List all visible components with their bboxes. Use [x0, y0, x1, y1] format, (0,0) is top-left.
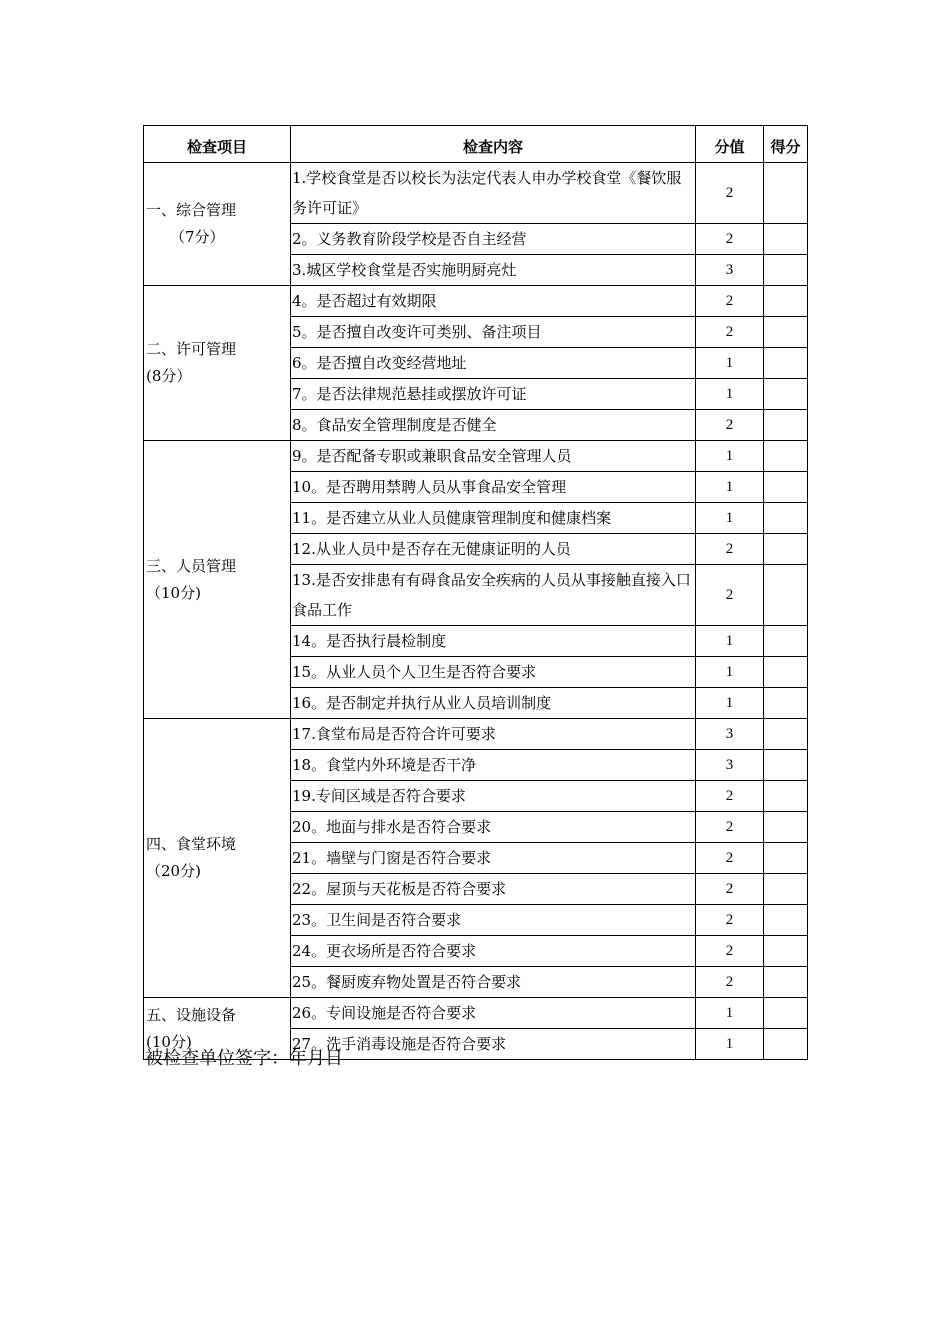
- category-points: (8分）: [146, 367, 192, 385]
- score-obtained-cell[interactable]: [764, 503, 808, 534]
- item-score: 2: [696, 936, 764, 967]
- item-content: 5。是否擅自改变许可类别、备注项目: [291, 317, 696, 348]
- item-score: 2: [696, 874, 764, 905]
- item-content: 1.学校食堂是否以校长为法定代表人申办学校食堂《餐饮服务许可证》: [291, 163, 696, 224]
- item-content: 6。是否擅自改变经营地址: [291, 348, 696, 379]
- item-content: 11。是否建立从业人员健康管理制度和健康档案: [291, 503, 696, 534]
- item-content: 23。卫生间是否符合要求: [291, 905, 696, 936]
- item-content: 7。是否法律规范悬挂或摆放许可证: [291, 379, 696, 410]
- score-obtained-cell[interactable]: [764, 224, 808, 255]
- table-row: [144, 998, 808, 1029]
- item-content: 24。更衣场所是否符合要求: [291, 936, 696, 967]
- item-content: 20。地面与排水是否符合要求: [291, 812, 696, 843]
- score-obtained-cell[interactable]: [764, 565, 808, 626]
- score-obtained-cell[interactable]: [764, 534, 808, 565]
- inspection-table-container: [143, 125, 808, 1060]
- item-score: 2: [696, 843, 764, 874]
- category-points: (10分): [146, 1032, 192, 1051]
- item-score: 3: [696, 750, 764, 781]
- table-header-row: [144, 126, 808, 163]
- item-content: 4。是否超过有效期限: [291, 286, 696, 317]
- item-content: 9。是否配备专职或兼职食品安全管理人员: [291, 441, 696, 472]
- item-score: 2: [696, 163, 764, 224]
- category-name: 四、食堂环境: [146, 835, 237, 853]
- score-obtained-cell[interactable]: [764, 441, 808, 472]
- score-obtained-cell[interactable]: [764, 781, 808, 812]
- category-cell: [144, 163, 291, 286]
- item-score: 1: [696, 657, 764, 688]
- score-obtained-cell[interactable]: [764, 1029, 808, 1060]
- inspection-table: [143, 125, 808, 1060]
- item-score: 3: [696, 719, 764, 750]
- item-score: 2: [696, 781, 764, 812]
- table-row: [144, 286, 808, 317]
- item-score: 1: [696, 503, 764, 534]
- category-cell: [144, 719, 291, 998]
- item-content: 25。餐厨废弃物处置是否符合要求: [291, 967, 696, 998]
- category-name: 三、人员管理: [146, 556, 237, 575]
- item-content: 2。义务教育阶段学校是否自主经营: [291, 224, 696, 255]
- category-points: （10分): [146, 583, 201, 602]
- score-obtained-cell[interactable]: [764, 657, 808, 688]
- score-obtained-cell[interactable]: [764, 317, 808, 348]
- item-content: 21。墙壁与门窗是否符合要求: [291, 843, 696, 874]
- item-score: 2: [696, 905, 764, 936]
- table-row: [144, 719, 808, 750]
- item-content: 22。屋顶与天花板是否符合要求: [291, 874, 696, 905]
- score-obtained-cell[interactable]: [764, 626, 808, 657]
- item-score: 2: [696, 812, 764, 843]
- score-obtained-cell[interactable]: [764, 163, 808, 224]
- item-score: 1: [696, 1029, 764, 1060]
- item-score: 1: [696, 998, 764, 1029]
- item-score: 2: [696, 534, 764, 565]
- item-content: 8。食品安全管理制度是否健全: [291, 410, 696, 441]
- score-obtained-cell[interactable]: [764, 812, 808, 843]
- score-obtained-cell[interactable]: [764, 286, 808, 317]
- item-score: 3: [696, 255, 764, 286]
- header-inspection-content: 检查内容: [291, 126, 696, 163]
- item-score: 2: [696, 317, 764, 348]
- item-content: 19.专间区域是否符合要求: [291, 781, 696, 812]
- category-cell: [144, 441, 291, 719]
- score-obtained-cell[interactable]: [764, 719, 808, 750]
- score-obtained-cell[interactable]: [764, 967, 808, 998]
- item-score: 2: [696, 565, 764, 626]
- category-points: （7分）: [170, 228, 225, 246]
- category-name: 五、设施设备: [146, 1005, 237, 1024]
- item-content: 17.食堂布局是否符合许可要求: [291, 719, 696, 750]
- item-score: 2: [696, 967, 764, 998]
- category-cell: [144, 286, 291, 441]
- item-score: 1: [696, 626, 764, 657]
- item-score: 2: [696, 224, 764, 255]
- signature-line: 被检查单位签字：年月日: [145, 1048, 343, 1069]
- header-score-value: 分值: [696, 126, 764, 163]
- score-obtained-cell[interactable]: [764, 843, 808, 874]
- item-content: 3.城区学校食堂是否实施明厨亮灶: [291, 255, 696, 286]
- header-inspection-item: 检查项目: [144, 126, 291, 163]
- table-row: [144, 163, 808, 224]
- category-name: 一、综合管理: [146, 201, 237, 219]
- table-row: [144, 441, 808, 472]
- item-content: 16。是否制定并执行从业人员培训制度: [291, 688, 696, 719]
- item-content: 18。食堂内外环境是否干净: [291, 750, 696, 781]
- item-content: 27。洗手消毒设施是否符合要求: [291, 1029, 696, 1060]
- score-obtained-cell[interactable]: [764, 998, 808, 1029]
- score-obtained-cell[interactable]: [764, 255, 808, 286]
- category-name: 二、许可管理: [146, 340, 237, 358]
- item-content: 14。是否执行晨检制度: [291, 626, 696, 657]
- item-content: 12.从业人员中是否存在无健康证明的人员: [291, 534, 696, 565]
- item-content: 26。专间设施是否符合要求: [291, 998, 696, 1029]
- item-score: 2: [696, 286, 764, 317]
- score-obtained-cell[interactable]: [764, 348, 808, 379]
- score-obtained-cell[interactable]: [764, 905, 808, 936]
- score-obtained-cell[interactable]: [764, 750, 808, 781]
- score-obtained-cell[interactable]: [764, 410, 808, 441]
- item-score: 2: [696, 410, 764, 441]
- score-obtained-cell[interactable]: [764, 379, 808, 410]
- item-content: 10。是否聘用禁聘人员从事食品安全管理: [291, 472, 696, 503]
- item-score: 1: [696, 348, 764, 379]
- item-content: 15。从业人员个人卫生是否符合要求: [291, 657, 696, 688]
- score-obtained-cell[interactable]: [764, 472, 808, 503]
- score-obtained-cell[interactable]: [764, 688, 808, 719]
- category-points: （20分): [146, 862, 201, 880]
- item-score: 1: [696, 472, 764, 503]
- score-obtained-cell[interactable]: [764, 874, 808, 905]
- score-obtained-cell[interactable]: [764, 936, 808, 967]
- item-score: 1: [696, 441, 764, 472]
- item-score: 1: [696, 379, 764, 410]
- header-score-obtained: 得分: [764, 126, 808, 163]
- item-score: 1: [696, 688, 764, 719]
- item-content: 13.是否安排患有有碍食品安全疾病的人员从事接触直接入口食品工作: [291, 565, 696, 626]
